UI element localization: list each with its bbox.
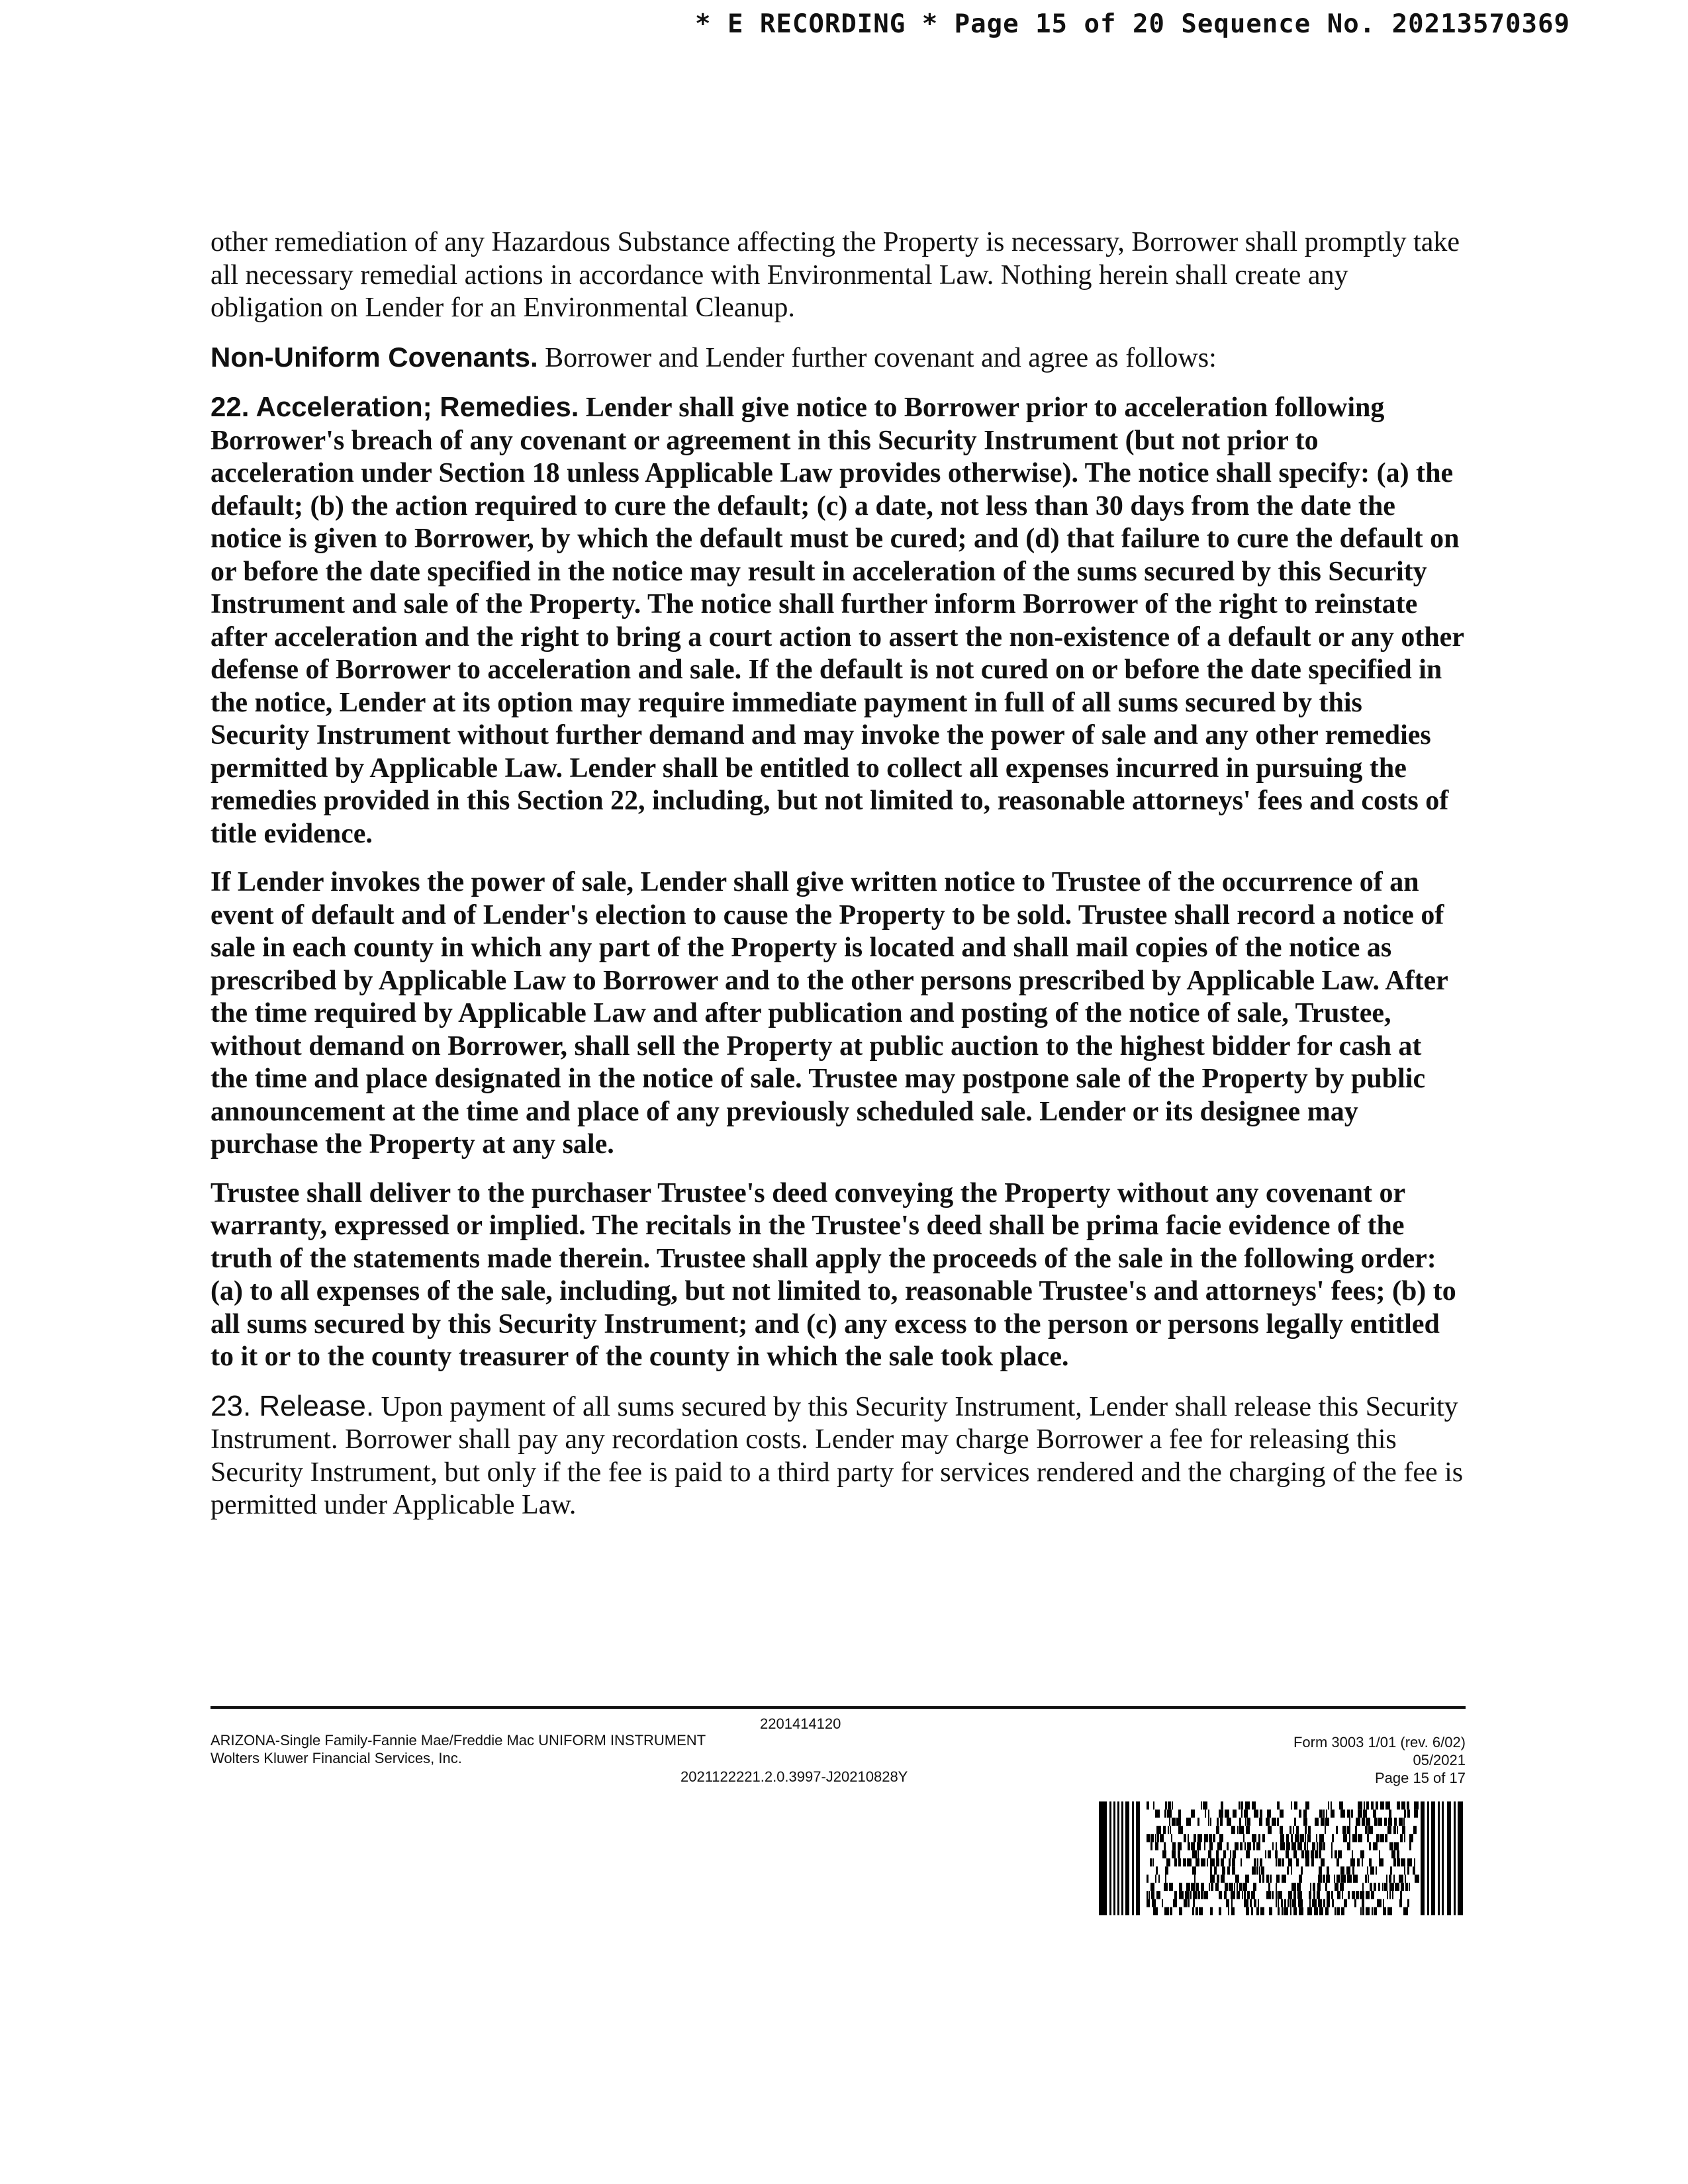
section-22-heading: 22. Acceleration; Remedies.	[211, 391, 579, 422]
document-code: 2021122221.2.0.3997-J20210828Y	[680, 1768, 908, 1785]
form-date: 05/2021	[1413, 1752, 1466, 1768]
instrument-title: ARIZONA-Single Family-Fannie Mae/Freddie Mac UNIFORM INSTRUMENT	[211, 1732, 706, 1749]
document-body	[211, 226, 1465, 1538]
form-number: Form 3003 1/01 (rev. 6/02)	[1293, 1734, 1466, 1751]
recording-header: * E RECORDING * Page 15 of 20 Sequence No. 20213570369	[695, 9, 1570, 39]
section-22-text: Lender shall give notice to Borrower prior to acceleration following Borrower's breach of any covenant or agreement in this Security Instrument (but not prior to acceleration under Section 18 unless Applicable Law provides otherwise). The notice shall specify: (a) the default; (b) the action required to cure the default; (c) a date, not less than 30 days from the date the notice is given to Borrower, by which the default must be cured; and (d) that failure to cure the default on or before the date specified in the notice may result in acceleration of the sums secured by this Security Instrument and sale of the Property. The notice shall further inform Borrower of the right to reinstate after acceleration and the right to bring a court action to assert the non-existence of a default or any other defense of Borrower to acceleration and sale. If the default is not cured on or before the date specified in the notice, Lender at its option may require immediate payment in full of all sums secured by this Security Instrument without further demand and may invoke the power of sale and any other remedies permitted by Applicable Law. Lender shall be entitled to collect all expenses incurred in pursuing the remedies provided in this Section 22, including, but not limited to, reasonable attorneys' fees and costs of title evidence.	[211, 392, 1464, 849]
non-uniform-covenants-heading: Non-Uniform Covenants.	[211, 341, 538, 373]
trustee-deed-paragraph: Trustee shall deliver to the purchaser Trustee's deed conveying the Property without any covenant or warranty, expressed or implied. The recitals in the Trustee's deed shall be prima facie evidence of the truth of the statements made therein. Trustee shall apply the proceeds of the sale in the following order: (a) to all expenses of the sale, including, but not limited to, reasonable Trustee's and attorneys' fees; (b) to all sums secured by this Security Instrument; and (c) any excess to the person or persons legally entitled to it or to the county treasurer of the county in which the sale took place.	[211, 1177, 1456, 1372]
intro-paragraph: other remediation of any Hazardous Substance affecting the Property is necessary, Borrower shall promptly take all necessary remedial actions in accordance with Environmental Law. Nothing herein shall create any obligation on Lender for an Environmental Cleanup.	[211, 227, 1460, 323]
footer-divider	[211, 1706, 1466, 1709]
section-22-paragraph	[211, 390, 1465, 850]
pdf417-barcode	[1099, 1801, 1463, 1915]
non-uniform-covenants-text: Borrower and Lender further covenant and agree as follows:	[545, 342, 1217, 373]
section-23-heading: 23. Release.	[211, 1389, 375, 1422]
section-23-paragraph	[211, 1390, 1465, 1522]
section-23-text: Upon payment of all sums secured by this Security Instrument, Lender shall release this Security Instrument. Borrower shall pay any recordation costs. Lender may charge Borrower a fee for releasing this Security Instrument, but only if the fee is paid to a third party for services rendered and the charging of the fee is permitted under Applicable Law.	[211, 1391, 1464, 1520]
power-of-sale-paragraph: If Lender invokes the power of sale, Lender shall give written notice to Trustee of the occurrence of an event of default and of Lender's election to cause the Property to be sold. Trustee shall record a notice of sale in each county in which any part of the Property is located and shall mail copies of the notice as prescribed by Applicable Law to Borrower and to the other persons prescribed by Applicable Law. After the time required by Applicable Law and after publication and posting of the notice of sale, Trustee, without demand on Borrower, shall sell the Property at public auction to the highest bidder for cash at the time and place designated in the notice of sale. Trustee may postpone sale of the Property by public announcement at the time and place of any previously scheduled sale. Lender or its designee may purchase the Property at any sale.	[211, 867, 1448, 1160]
page-number: Page 15 of 17	[1374, 1770, 1466, 1786]
loan-number: 2201414120	[760, 1715, 841, 1732]
non-uniform-covenants-paragraph	[211, 341, 1465, 375]
publisher-name: Wolters Kluwer Financial Services, Inc.	[211, 1750, 462, 1766]
